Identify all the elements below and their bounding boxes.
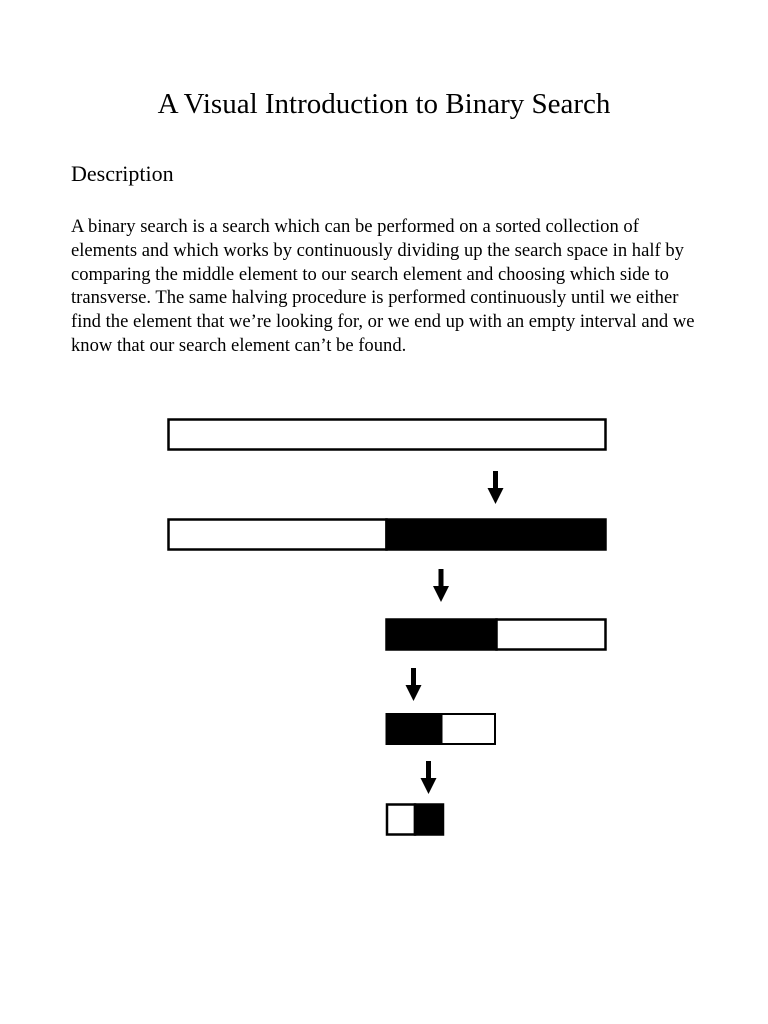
step-3-empty-segment <box>497 620 606 650</box>
search-step-4 <box>387 714 496 744</box>
down-arrow-icon <box>406 668 422 701</box>
description-paragraph: A binary search is a search which can be performed on a sorted collection of elements and which works by continuously dividing up the search space in half by comparing the middle element to our search element and choosing which side to transverse. The same halving procedure is performed continuously until we either find the element that we’re looking for, or we end up with an empty interval and we know that our search element can’t be found. <box>71 216 695 356</box>
step-2-filled-segment <box>387 520 606 550</box>
search-step-2 <box>169 520 606 550</box>
search-step-5 <box>387 805 443 835</box>
search-step-3 <box>387 620 606 650</box>
down-arrow-icon <box>421 761 437 794</box>
step-1-empty-segment <box>169 420 606 450</box>
section-heading-description: Description <box>71 161 174 186</box>
down-arrow-icon <box>488 471 504 504</box>
search-step-1 <box>169 420 606 450</box>
page-title: A Visual Introduction to Binary Search <box>157 88 611 120</box>
step-5-filled-segment <box>415 805 443 835</box>
step-5-empty-segment <box>387 805 415 835</box>
step-4-filled-segment <box>387 714 442 744</box>
step-3-filled-segment <box>387 620 497 650</box>
step-2-empty-segment <box>169 520 387 550</box>
down-arrow-icon <box>433 569 449 602</box>
step-4-empty-segment <box>442 714 496 744</box>
